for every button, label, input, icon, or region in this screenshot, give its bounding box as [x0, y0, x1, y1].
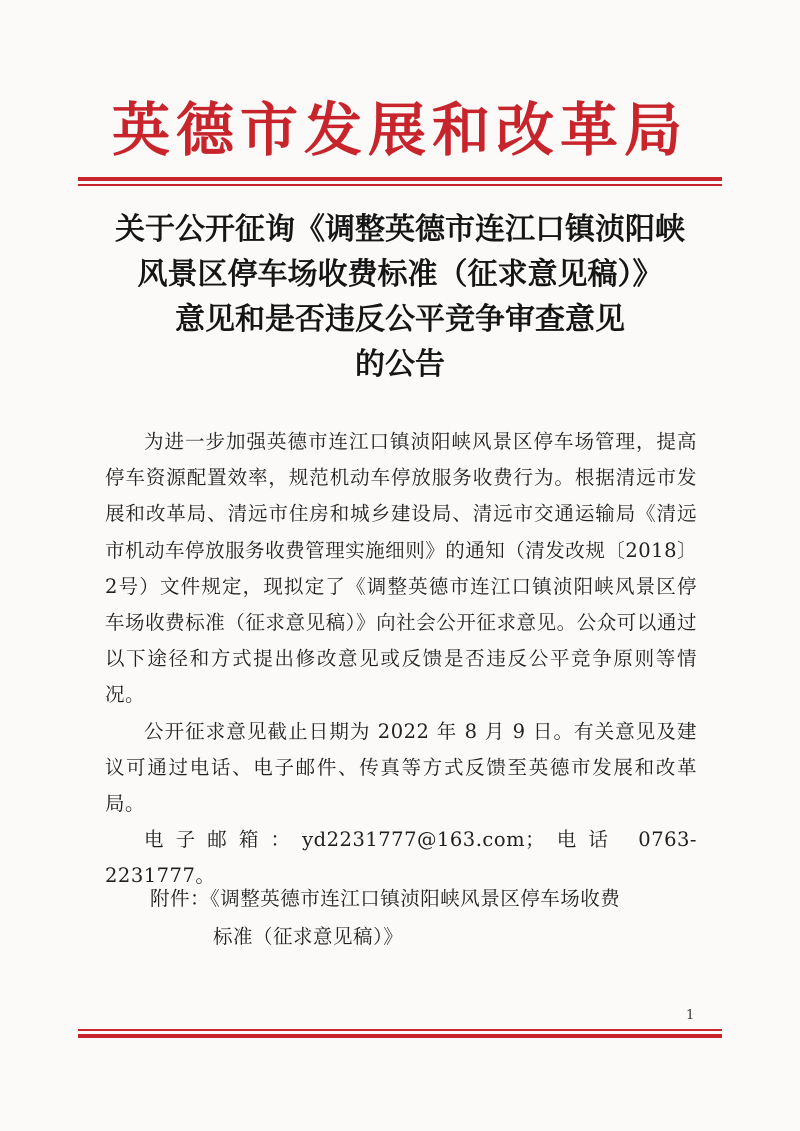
letterhead-org-name: 英德市发展和改革局	[111, 96, 688, 164]
document-title	[60, 207, 740, 387]
contact-info: 电子邮箱：yd2231777@163.com；电话 0763-2231777。	[105, 828, 697, 888]
title-line-2: 风景区停车场收费标准（征求意见稿）》	[137, 257, 663, 292]
title-line-3: 意见和是否违反公平竞争审查意见	[175, 302, 625, 337]
title-line-4: 的公告	[355, 347, 445, 382]
attachment-note	[150, 880, 710, 956]
document-body	[105, 424, 697, 895]
footer-rule-thin	[78, 1029, 722, 1031]
title-line-1: 关于公开征询《调整英德市连江口镇浈阳峡	[115, 212, 685, 247]
letterhead-rule-thin	[78, 184, 722, 186]
page-number: 1	[686, 1008, 695, 1023]
attachment-line-1: 附件：《调整英德市连江口镇浈阳峡风景区停车场收费	[150, 887, 621, 910]
body-paragraph-1: 为进一步加强英德市连江口镇浈阳峡风景区停车场管理，提高停车资源配置效率，规范机动车停放服务收费行为。根据清远市发展和改革局、清远市住房和城乡建设局、清远市交通运输局《清远市机动车停放服务收费管理实施细则》的通知（清发改规〔2018〕2号）文件规定，现拟定了《调整英德市连江口镇浈阳峡风景区停车场收费标准（征求意见稿）》向社会公开征求意见。公众可以通过以下途径和方式提出修改意见或反馈是否违反公平竞争原则等情况。	[105, 430, 697, 707]
footer-rule-thick	[78, 1034, 722, 1038]
body-paragraph-2: 公开征求意见截止日期为 2022 年 8 月 9 日。有关意见及建议可通过电话、电子邮件、传真等方式反馈至英德市发展和改革局。	[105, 719, 697, 816]
letterhead-rule-thick	[78, 177, 722, 181]
attachment-line-2: 标准（征求意见稿）》	[213, 925, 404, 948]
